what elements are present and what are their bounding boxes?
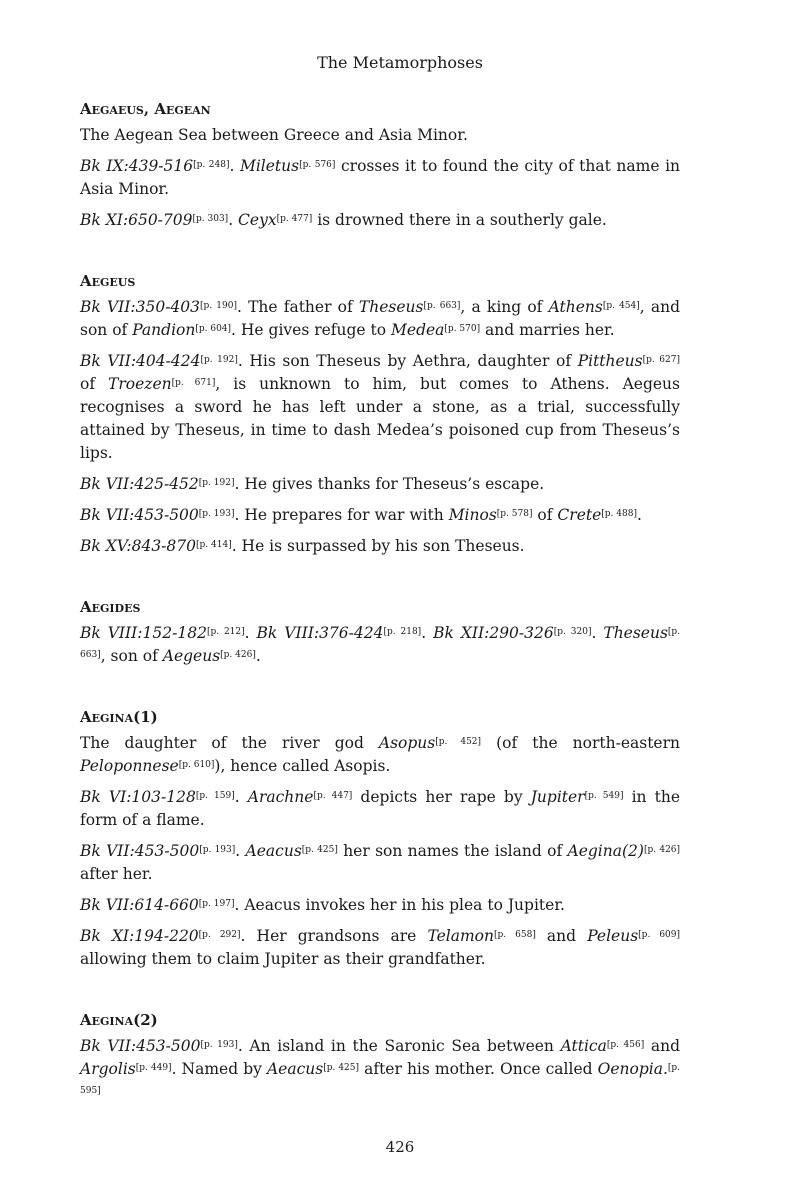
- body-text: her son names the island of: [337, 842, 568, 860]
- page-reference[interactable]: [p. 595]: [80, 1063, 681, 1096]
- page-reference[interactable]: [p. 320]: [553, 627, 592, 637]
- entry-paragraph: [80, 350, 680, 465]
- cross-reference-link[interactable]: Pittheus: [577, 352, 643, 370]
- glossary-entry: [80, 272, 680, 558]
- body-text: ), hence called Asopis.: [214, 757, 391, 775]
- page-reference[interactable]: [p. 454]: [602, 301, 640, 311]
- cross-reference-link[interactable]: Bk VIII:152-182: [80, 624, 207, 642]
- body-text: . He prepares for war with: [234, 506, 449, 524]
- entry-paragraph: [80, 840, 680, 886]
- body-text: .: [229, 157, 240, 175]
- entry-paragraph: [80, 1035, 680, 1104]
- page-reference[interactable]: [p. 576]: [299, 160, 336, 170]
- body-text: of: [532, 506, 558, 524]
- cross-reference-link[interactable]: Miletus: [239, 157, 300, 175]
- cross-reference-link[interactable]: Crete: [557, 506, 602, 524]
- page-reference[interactable]: [p. 192]: [200, 355, 238, 365]
- page-reference[interactable]: [p. 218]: [383, 627, 422, 637]
- entry-paragraph: [80, 622, 680, 668]
- body-text: . He gives refuge to: [231, 321, 392, 339]
- glossary-content: [80, 100, 680, 1112]
- cross-reference-link[interactable]: Troezen: [108, 375, 172, 393]
- cross-reference-link[interactable]: Athens: [548, 298, 603, 316]
- page-reference[interactable]: [p. 414]: [196, 540, 232, 550]
- page-reference[interactable]: [p. 193]: [198, 509, 235, 519]
- cross-reference-link[interactable]: Bk IX:439-516: [80, 157, 194, 175]
- entry-heading: Aegides: [80, 598, 141, 616]
- page-reference[interactable]: [p. 426]: [643, 845, 681, 855]
- page-reference[interactable]: [p. 425]: [301, 845, 338, 855]
- entry-heading: Aegaeus, Aegean: [80, 100, 211, 118]
- body-text: . Named by: [171, 1060, 267, 1078]
- page-reference[interactable]: [p. 609]: [638, 930, 681, 940]
- cross-reference-link[interactable]: Aegina(2): [567, 842, 644, 860]
- body-text: .: [636, 506, 642, 524]
- cross-reference-link[interactable]: Oenopia.: [597, 1060, 668, 1078]
- cross-reference-link[interactable]: Attica: [560, 1037, 607, 1055]
- cross-reference-link[interactable]: Bk VII:425-452: [80, 475, 199, 493]
- page-reference[interactable]: [p. 627]: [642, 355, 680, 365]
- page-reference[interactable]: [p. 248]: [193, 160, 230, 170]
- body-text: . He gives thanks for Theseus’s escape.: [234, 475, 545, 493]
- page-reference[interactable]: [p. 488]: [601, 509, 637, 519]
- entry-paragraph: [80, 155, 680, 201]
- cross-reference-link[interactable]: Medea: [391, 321, 445, 339]
- page-reference[interactable]: [p. 193]: [199, 845, 236, 855]
- body-text: , is unknown to him, but comes to Athens. Aegeus recognises a sword he has left under a stone, as a trial, successfully attained by Theseus, in time to dash Medea’s poisoned cup from Theseus’s lips.: [80, 375, 680, 462]
- body-text: , a king of: [460, 298, 549, 316]
- body-text: and: [644, 1037, 680, 1055]
- cross-reference-link[interactable]: Jupiter: [530, 788, 585, 806]
- page-reference[interactable]: [p. 426]: [220, 650, 256, 660]
- cross-reference-link[interactable]: Bk VII:453-500: [80, 506, 199, 524]
- page-reference[interactable]: [p. 610]: [178, 760, 215, 770]
- page-reference[interactable]: [p. 190]: [200, 301, 237, 311]
- cross-reference-link[interactable]: Bk XII:290-326: [433, 624, 554, 642]
- page-reference[interactable]: [p. 671]: [171, 378, 216, 388]
- entry-heading: Aegina(1): [80, 708, 158, 726]
- page-reference[interactable]: [p. 193]: [200, 1040, 238, 1050]
- body-text: .: [235, 842, 246, 860]
- page-reference[interactable]: [p. 549]: [584, 791, 624, 801]
- body-text: .: [244, 624, 257, 642]
- body-text: .: [421, 624, 434, 642]
- page-reference[interactable]: [p. 456]: [606, 1040, 645, 1050]
- page-number: 426: [385, 1138, 415, 1156]
- body-text: , and son of: [80, 298, 681, 339]
- glossary-entry: [80, 100, 680, 232]
- body-text: The Aegean Sea between Greece and Asia Minor.: [80, 126, 468, 144]
- cross-reference-link[interactable]: Bk VIII:376-424: [256, 624, 384, 642]
- glossary-entry: [80, 598, 680, 668]
- cross-reference-link[interactable]: Bk VII:614-660: [80, 896, 199, 914]
- cross-reference-link[interactable]: Asopus: [378, 734, 436, 752]
- cross-reference-link[interactable]: Ceyx: [238, 211, 277, 229]
- body-text: . The father of: [236, 298, 359, 316]
- cross-reference-link[interactable]: Bk VII:453-500: [80, 1037, 201, 1055]
- page-reference[interactable]: [p. 212]: [206, 627, 245, 637]
- body-text: .: [234, 788, 248, 806]
- entry-paragraph: [80, 296, 680, 342]
- entry-heading: Aegeus: [80, 272, 136, 290]
- cross-reference-link[interactable]: Bk VII:404-424: [80, 352, 201, 370]
- cross-reference-link[interactable]: Theseus: [603, 624, 668, 642]
- body-text: . He is surpassed by his son Theseus.: [231, 537, 525, 555]
- cross-reference-link[interactable]: Bk VII:453-500: [80, 842, 200, 860]
- cross-reference-link[interactable]: Arachne: [247, 788, 314, 806]
- cross-reference-link[interactable]: Bk XI:194-220: [80, 927, 199, 945]
- body-text: . Aeacus invokes her in his plea to Jupiter.: [234, 896, 565, 914]
- entry-paragraph: [80, 894, 680, 917]
- body-text: in the form of a flame.: [80, 788, 681, 829]
- body-text: and marries her.: [480, 321, 615, 339]
- entry-paragraph: [80, 209, 680, 232]
- body-text: depicts her rape by: [352, 788, 531, 806]
- body-text: , son of: [100, 647, 163, 665]
- cross-reference-link[interactable]: Minos: [448, 506, 497, 524]
- body-text: (of the north-eastern: [481, 734, 680, 752]
- page-reference[interactable]: [p. 303]: [192, 214, 229, 224]
- entry-paragraph: [80, 925, 680, 971]
- body-text: . An island in the Saronic Sea between: [237, 1037, 561, 1055]
- body-text: .: [228, 211, 239, 229]
- body-text: of: [80, 375, 109, 393]
- body-text: .: [591, 624, 604, 642]
- page-reference[interactable]: [p. 197]: [198, 899, 235, 909]
- page-reference[interactable]: [p. 604]: [195, 324, 232, 334]
- cross-reference-link[interactable]: Theseus: [358, 298, 424, 316]
- glossary-entry: [80, 708, 680, 971]
- entry-paragraph: [80, 732, 680, 778]
- entry-paragraph: [80, 473, 680, 496]
- cross-reference-link[interactable]: Argolis: [80, 1060, 136, 1078]
- body-text: . His son Theseus by Aethra, daughter of: [237, 352, 578, 370]
- cross-reference-link[interactable]: Bk VII:350-403: [80, 298, 201, 316]
- page-reference[interactable]: [p. 663]: [80, 627, 681, 660]
- entry-heading: Aegina(2): [80, 1011, 158, 1029]
- body-text: is drowned there in a southerly gale.: [312, 211, 607, 229]
- cross-reference-link[interactable]: Telamon: [427, 927, 494, 945]
- page-reference[interactable]: [p. 658]: [493, 930, 536, 940]
- cross-reference-link[interactable]: Aeacus: [266, 1060, 324, 1078]
- page-reference[interactable]: [p. 570]: [444, 324, 481, 334]
- page-reference[interactable]: [p. 477]: [276, 214, 313, 224]
- cross-reference-link[interactable]: Peleus: [587, 927, 639, 945]
- body-text: allowing them to claim Jupiter as their grandfather.: [80, 950, 486, 968]
- cross-reference-link[interactable]: Bk XV:843-870: [80, 537, 197, 555]
- page-reference[interactable]: [p. 449]: [135, 1063, 172, 1073]
- body-text: after her.: [80, 865, 153, 883]
- page-header: The Metamorphoses: [317, 53, 483, 72]
- body-text: The daughter of the river god: [80, 734, 379, 752]
- page-reference[interactable]: [p. 447]: [313, 791, 353, 801]
- page-reference[interactable]: [p. 425]: [323, 1063, 360, 1073]
- page-reference[interactable]: [p. 663]: [423, 301, 461, 311]
- body-text: and: [535, 927, 588, 945]
- body-text: . Her grandsons are: [240, 927, 428, 945]
- entry-paragraph: [80, 535, 680, 558]
- glossary-entry: [80, 1011, 680, 1104]
- cross-reference-link[interactable]: Bk XI:650-709: [80, 211, 193, 229]
- body-text: after his mother. Once called: [359, 1060, 598, 1078]
- entry-paragraph: [80, 124, 680, 147]
- page-reference[interactable]: [p. 159]: [195, 791, 235, 801]
- page-reference[interactable]: [p. 452]: [435, 737, 482, 747]
- body-text: .: [255, 647, 261, 665]
- cross-reference-link[interactable]: Aegeus: [162, 647, 221, 665]
- page-reference[interactable]: [p. 578]: [496, 509, 533, 519]
- entry-paragraph: [80, 786, 680, 832]
- cross-reference-link[interactable]: Aeacus: [245, 842, 302, 860]
- cross-reference-link[interactable]: Pandion: [132, 321, 196, 339]
- cross-reference-link[interactable]: Bk VI:103-128: [80, 788, 196, 806]
- page-reference[interactable]: [p. 292]: [198, 930, 241, 940]
- entry-paragraph: [80, 504, 680, 527]
- cross-reference-link[interactable]: Peloponnese: [80, 757, 179, 775]
- page-reference[interactable]: [p. 192]: [198, 478, 235, 488]
- body-text: crosses it to found the city of that name in Asia Minor.: [80, 157, 681, 198]
